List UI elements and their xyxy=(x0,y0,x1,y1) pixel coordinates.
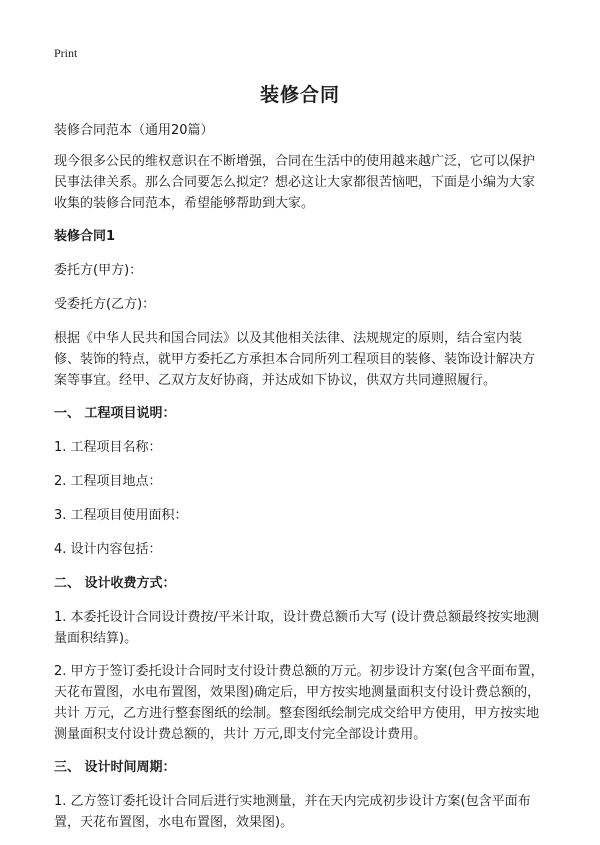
party-a-line: 委托方(甲方)： xyxy=(54,263,143,278)
item-project-name: 1. 工程项目名称： xyxy=(54,440,162,455)
document-subtitle: 装修合同范本（通用20篇） xyxy=(54,123,214,138)
item-fee-calculation: 1. 本委托设计合同设计费按/平米计取，设计费总额币大写 (设计费总额最终按实地测量面积结算)。 xyxy=(54,610,540,646)
intro-paragraph: 现今很多公民的维权意识在不断增强，合同在生活中的使用越来越广泛，它可以保护民事法律关系。那么合同要怎么拟定？想必这让大家都很苦恼吧，下面是小编为大家收集的装修合同范本，希望能够帮助到大家。 xyxy=(54,154,536,211)
item-schedule-measure: 1. 乙方签订委托设计合同后进行实地测量，并在天内完成初步设计方案(包含平面布置，天花布置图，水电布置图，效果图)。 xyxy=(54,794,531,830)
item-project-location: 2. 工程项目地点： xyxy=(54,474,162,489)
party-b-line: 受委托方(乙方)： xyxy=(54,297,156,312)
item-project-area: 3. 工程项目使用面积： xyxy=(54,508,188,523)
heading-project-description: 一、 工程项目说明： xyxy=(54,406,176,421)
print-link[interactable]: Print xyxy=(54,46,78,60)
heading-design-schedule: 三、 设计时间周期： xyxy=(54,760,176,775)
section-title: 装修合同1 xyxy=(54,229,116,244)
item-design-content: 4. 设计内容包括： xyxy=(54,542,162,557)
item-fee-payment: 2. 甲方于签订委托设计合同时支付设计费总额的万元。初步设计方案(包含平面布置，天花布置图，水电布置图，效果图)确定后，甲方按实地测量面积支付设计费总额的，共计 万元，乙方进行整套图纸的绘制。整套图纸绘制完成交给甲方使用，甲方按实地测量面积支付设计费总额的，共计 万元,即支付完全部设计费用。 xyxy=(54,664,544,742)
preamble-paragraph: 根据《中华人民共和国合同法》以及其他相关法律、法规规定的原则，结合室内装修、装饰的特点，就甲方委托乙方承担本合同所列工程项目的装修、装饰设计解决方案等事宜。经甲、乙双方友好协商，并达成如下协议，供双方共同遵照履行。 xyxy=(54,331,536,388)
document-title: 装修合同 xyxy=(259,84,340,106)
heading-fee-method: 二、 设计收费方式： xyxy=(54,576,176,591)
document-body xyxy=(54,120,546,845)
